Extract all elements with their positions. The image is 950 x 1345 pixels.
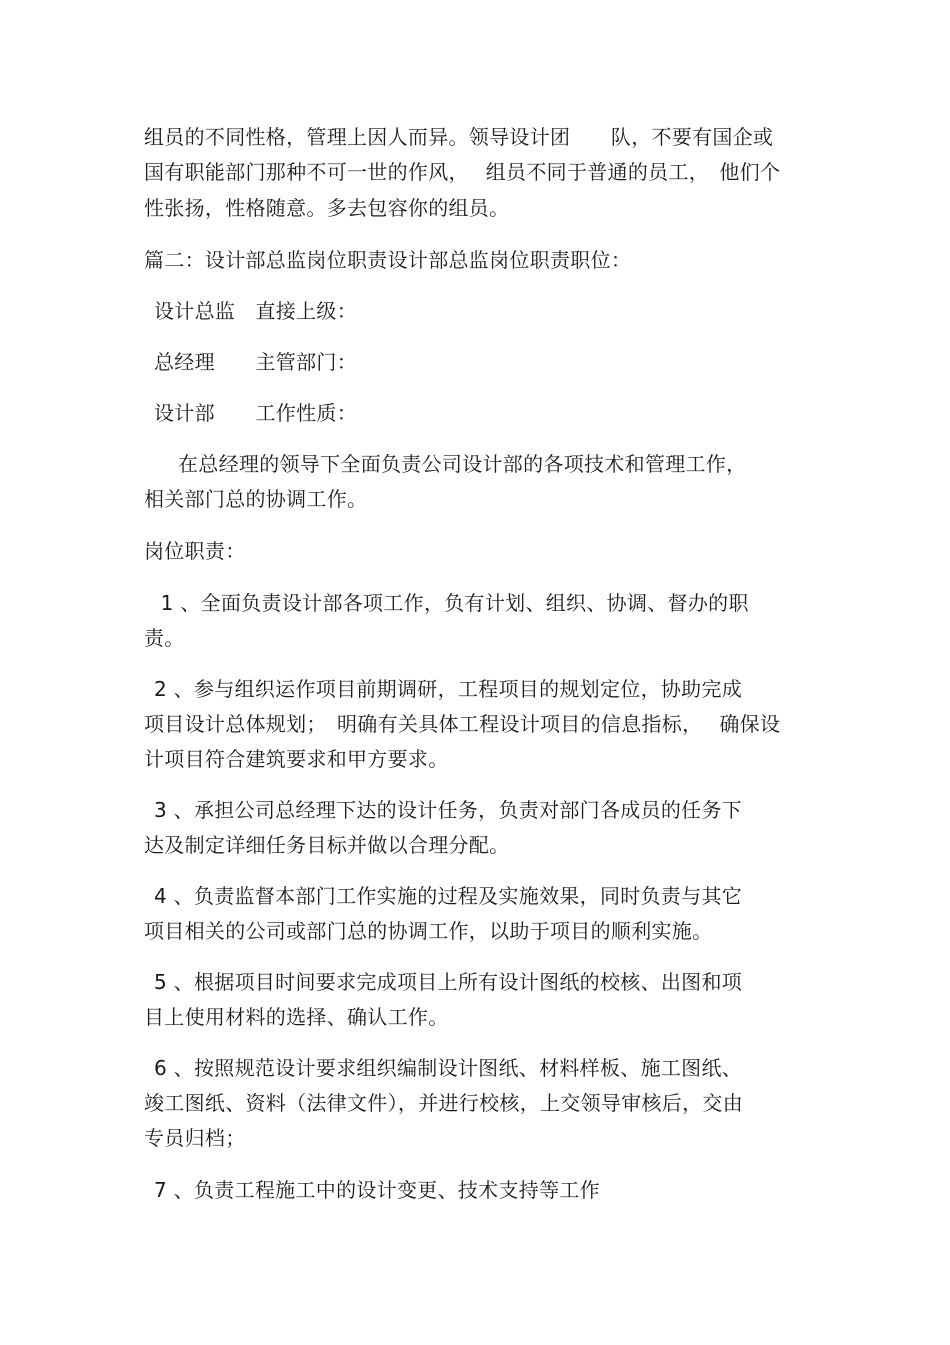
intro-line-3: 性张扬，性格随意。多去包容你的组员。 (144, 196, 510, 220)
intro-line-1: 组员的不同性格，管理上因人而异。领导设计团 队，不要有国企或 (144, 125, 774, 149)
duty-4-line-1: 4 、负责监督本部门工作实施的过程及实施效果，同时负责与其它 (154, 884, 743, 908)
info-row-nature: 设计部 工作性质： (154, 401, 357, 425)
duty-7-line-1: 7 、负责工程施工中的设计变更、技术支持等工作 (154, 1178, 600, 1202)
duties-title: 岗位职责： (144, 539, 246, 563)
duty-1-line-1: 1 、全面负责设计部各项工作，负有计划、组织、协调、督办的职 (154, 591, 749, 615)
nature-line-2: 相关部门总的协调工作。 (144, 487, 368, 511)
duty-5-line-2: 目上使用材料的选择、确认工作。 (144, 1005, 449, 1029)
duty-2-line-3: 计项目符合建筑要求和甲方要求。 (144, 747, 449, 771)
duty-3-line-2: 达及制定详细任务目标并做以合理分配。 (144, 833, 510, 857)
duty-1-line-2: 责。 (144, 626, 185, 650)
duty-4-line-2: 项目相关的公司或部门总的协调工作，以助于项目的顺利实施。 (144, 919, 713, 943)
duty-6-line-1: 6 、按照规范设计要求组织编制设计图纸、材料样板、施工图纸、 (154, 1056, 743, 1080)
duty-2-line-2: 项目设计总体规划； 明确有关具体工程设计项目的信息指标， 确保设 (144, 712, 781, 736)
info-row-department: 总经理 主管部门： (154, 350, 357, 374)
nature-line-1: 在总经理的领导下全面负责公司设计部的各项技术和管理工作， (178, 452, 747, 476)
section-heading: 篇二：设计部总监岗位职责设计部总监岗位职责职位： (144, 248, 632, 272)
duty-3-line-1: 3 、承担公司总经理下达的设计任务，负责对部门各成员的任务下 (154, 798, 743, 822)
duty-2-line-1: 2 、参与组织运作项目前期调研，工程项目的规划定位，协助完成 (154, 677, 743, 701)
info-row-position: 设计总监 直接上级： (154, 299, 357, 323)
duty-6-line-2: 竣工图纸、资料（法律文件），并进行校核，上交领导审核后，交由 (144, 1091, 743, 1115)
duty-5-line-1: 5 、根据项目时间要求完成项目上所有设计图纸的校核、出图和项 (154, 970, 743, 994)
intro-line-2: 国有职能部门那种不可一世的作风， 组员不同于普通的员工， 他们个 (144, 160, 781, 184)
duty-6-line-3: 专员归档； (144, 1126, 246, 1150)
